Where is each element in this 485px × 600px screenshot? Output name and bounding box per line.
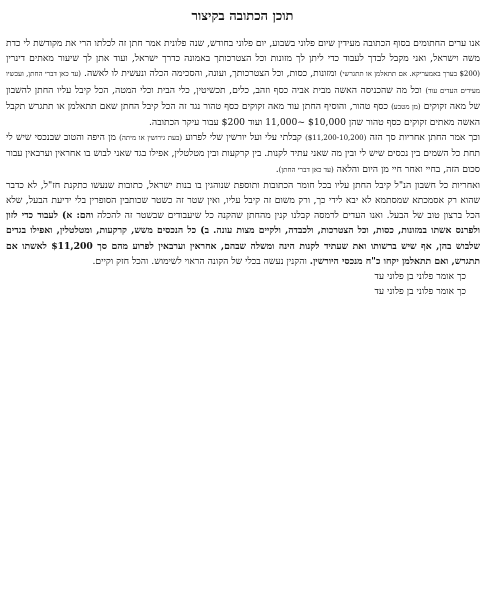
- text-run: וכל מה שהכניסה האשה מבית אביה כסף וזהב, כלים, תכשיטין, כלי הבית וכלי המטה, הכל קיבל עליו החתן להשבון של מאה זקוקים: [6, 84, 480, 112]
- paragraph-responsibility: [6, 178, 480, 269]
- text-run: ומזונות, כסות, וכל הצטרכותך, ועונה, והסכימה הכלה ונעשית לו לאשה.: [81, 68, 340, 80]
- text-run-note: (עד כאן דברי החתן, ועכשיו מעידים העדים עוד): [6, 70, 481, 95]
- paragraph-witness-testimony: [6, 36, 480, 130]
- document-body: [6, 36, 480, 299]
- text-run: קבלתי עלי ועל יורשין שלי לפרוע: [182, 132, 306, 144]
- text-run-note: (עד כאן דברי החתן): [278, 165, 334, 174]
- text-run-bold: והם: א) לעבוד כדי לזון ולפרנס אשתו במזונות, כסות, וכל הצטרכות, ולכבדה, ולקיים מצות עונה. ב) כל הנכסים משש, קרקעות, ומטלטלין, ואפילו בגדים שלבוש בהן, אף שיש ברשותו ואת שעתיד לקנות הינה ומשלה שבהם, אחראין וערבאין לפרוע מהם סך $11,200 לאשתו אם תתגרש, ואם תתאלמן יקחו כ"ח מנכסי היורשין.: [6, 210, 480, 267]
- document-title: תוכן הכתובה בקיצור: [191, 9, 294, 24]
- text-run: וכך אמר החתן אחריות סך הזה: [366, 132, 480, 144]
- text-run: אנו ערים החתומים בסוף הכתובה מעידין שיום פלוני בשבוע, יום פלוני בחודש, שנה פלונית אמר חתן זה לכלתו הרי את מקודשת לי כדת משה וישראל, ואני מקבל לבדך לעבוד כדי ליתן לך מזונות וכל הצטרכותך באמונה כדרך ישראל, ועוד אתן לך שיעור מאתים דינרין: [6, 38, 480, 65]
- witness-signature-line: כך אומר פלוני בן פלוני עד: [374, 271, 466, 283]
- text-run: והקנין נעשה בכלי של הקונה הראוי לשימוש. והכל חזק וקיים.: [92, 255, 310, 267]
- text-run: מן היפה והטוב שבנכסי שיש לי תחת כל השמים בין נכסים שיש לי ובין מה שאני עתיד לקנות. בין קרקעות ובין מטלטלין, אפילו בגד שאני לבוש בו אחראין וערבאין עבור סכום הזה, בחיי ואחר חיי מן היום והלאה: [6, 132, 480, 175]
- paragraph-groom-obligation: [6, 130, 480, 178]
- text-run-note: (מן מטבע): [391, 102, 421, 111]
- text-run-note: (בעת גירושין או מיתה): [119, 134, 183, 143]
- text-run-note: ($200 בערך באמעריקא. אם תתאלמן או תתגרשי): [339, 70, 480, 79]
- witness-signature-line: כך אומר פלוני בן פלוני עד: [374, 286, 466, 298]
- text-run: כסף טהור, והוסיף החתן עוד מאה זקוקים כסף טהור נגד זה הכל קיבל החתן שאם תתאלמן או תתגרש תקבל האשה מאתים זקוקים כסף טהור שהן $10,000 ~11,000 ועוד $200 עבור עיקר הכתובה.: [6, 100, 480, 129]
- text-run: ואחריות כל חשבון הנ"ל קיבל החתן עליו בכל חומר הכתובות ותוספת שנוהגין בו בנות ישראל, כתובות שנעשו כתקנת חז"ל, לא כדבר שהוא רק אסמכתא שמסתמא לא יבא לידי כך, ורק משום זה קיבל עליו, ואין שטר זה כשטר שכותבין הסופרין בלי ידיעת הבעל, שלא הכל ברצון טוב של הבעל. ואנו העדים לרמסה קבלנו קנין מהחתן שהקנה כל שיעבודים שבשטר זה להכלה: [6, 179, 480, 222]
- text-run: .: [275, 163, 279, 175]
- text-run-note: (10,200-$11,200): [305, 134, 367, 143]
